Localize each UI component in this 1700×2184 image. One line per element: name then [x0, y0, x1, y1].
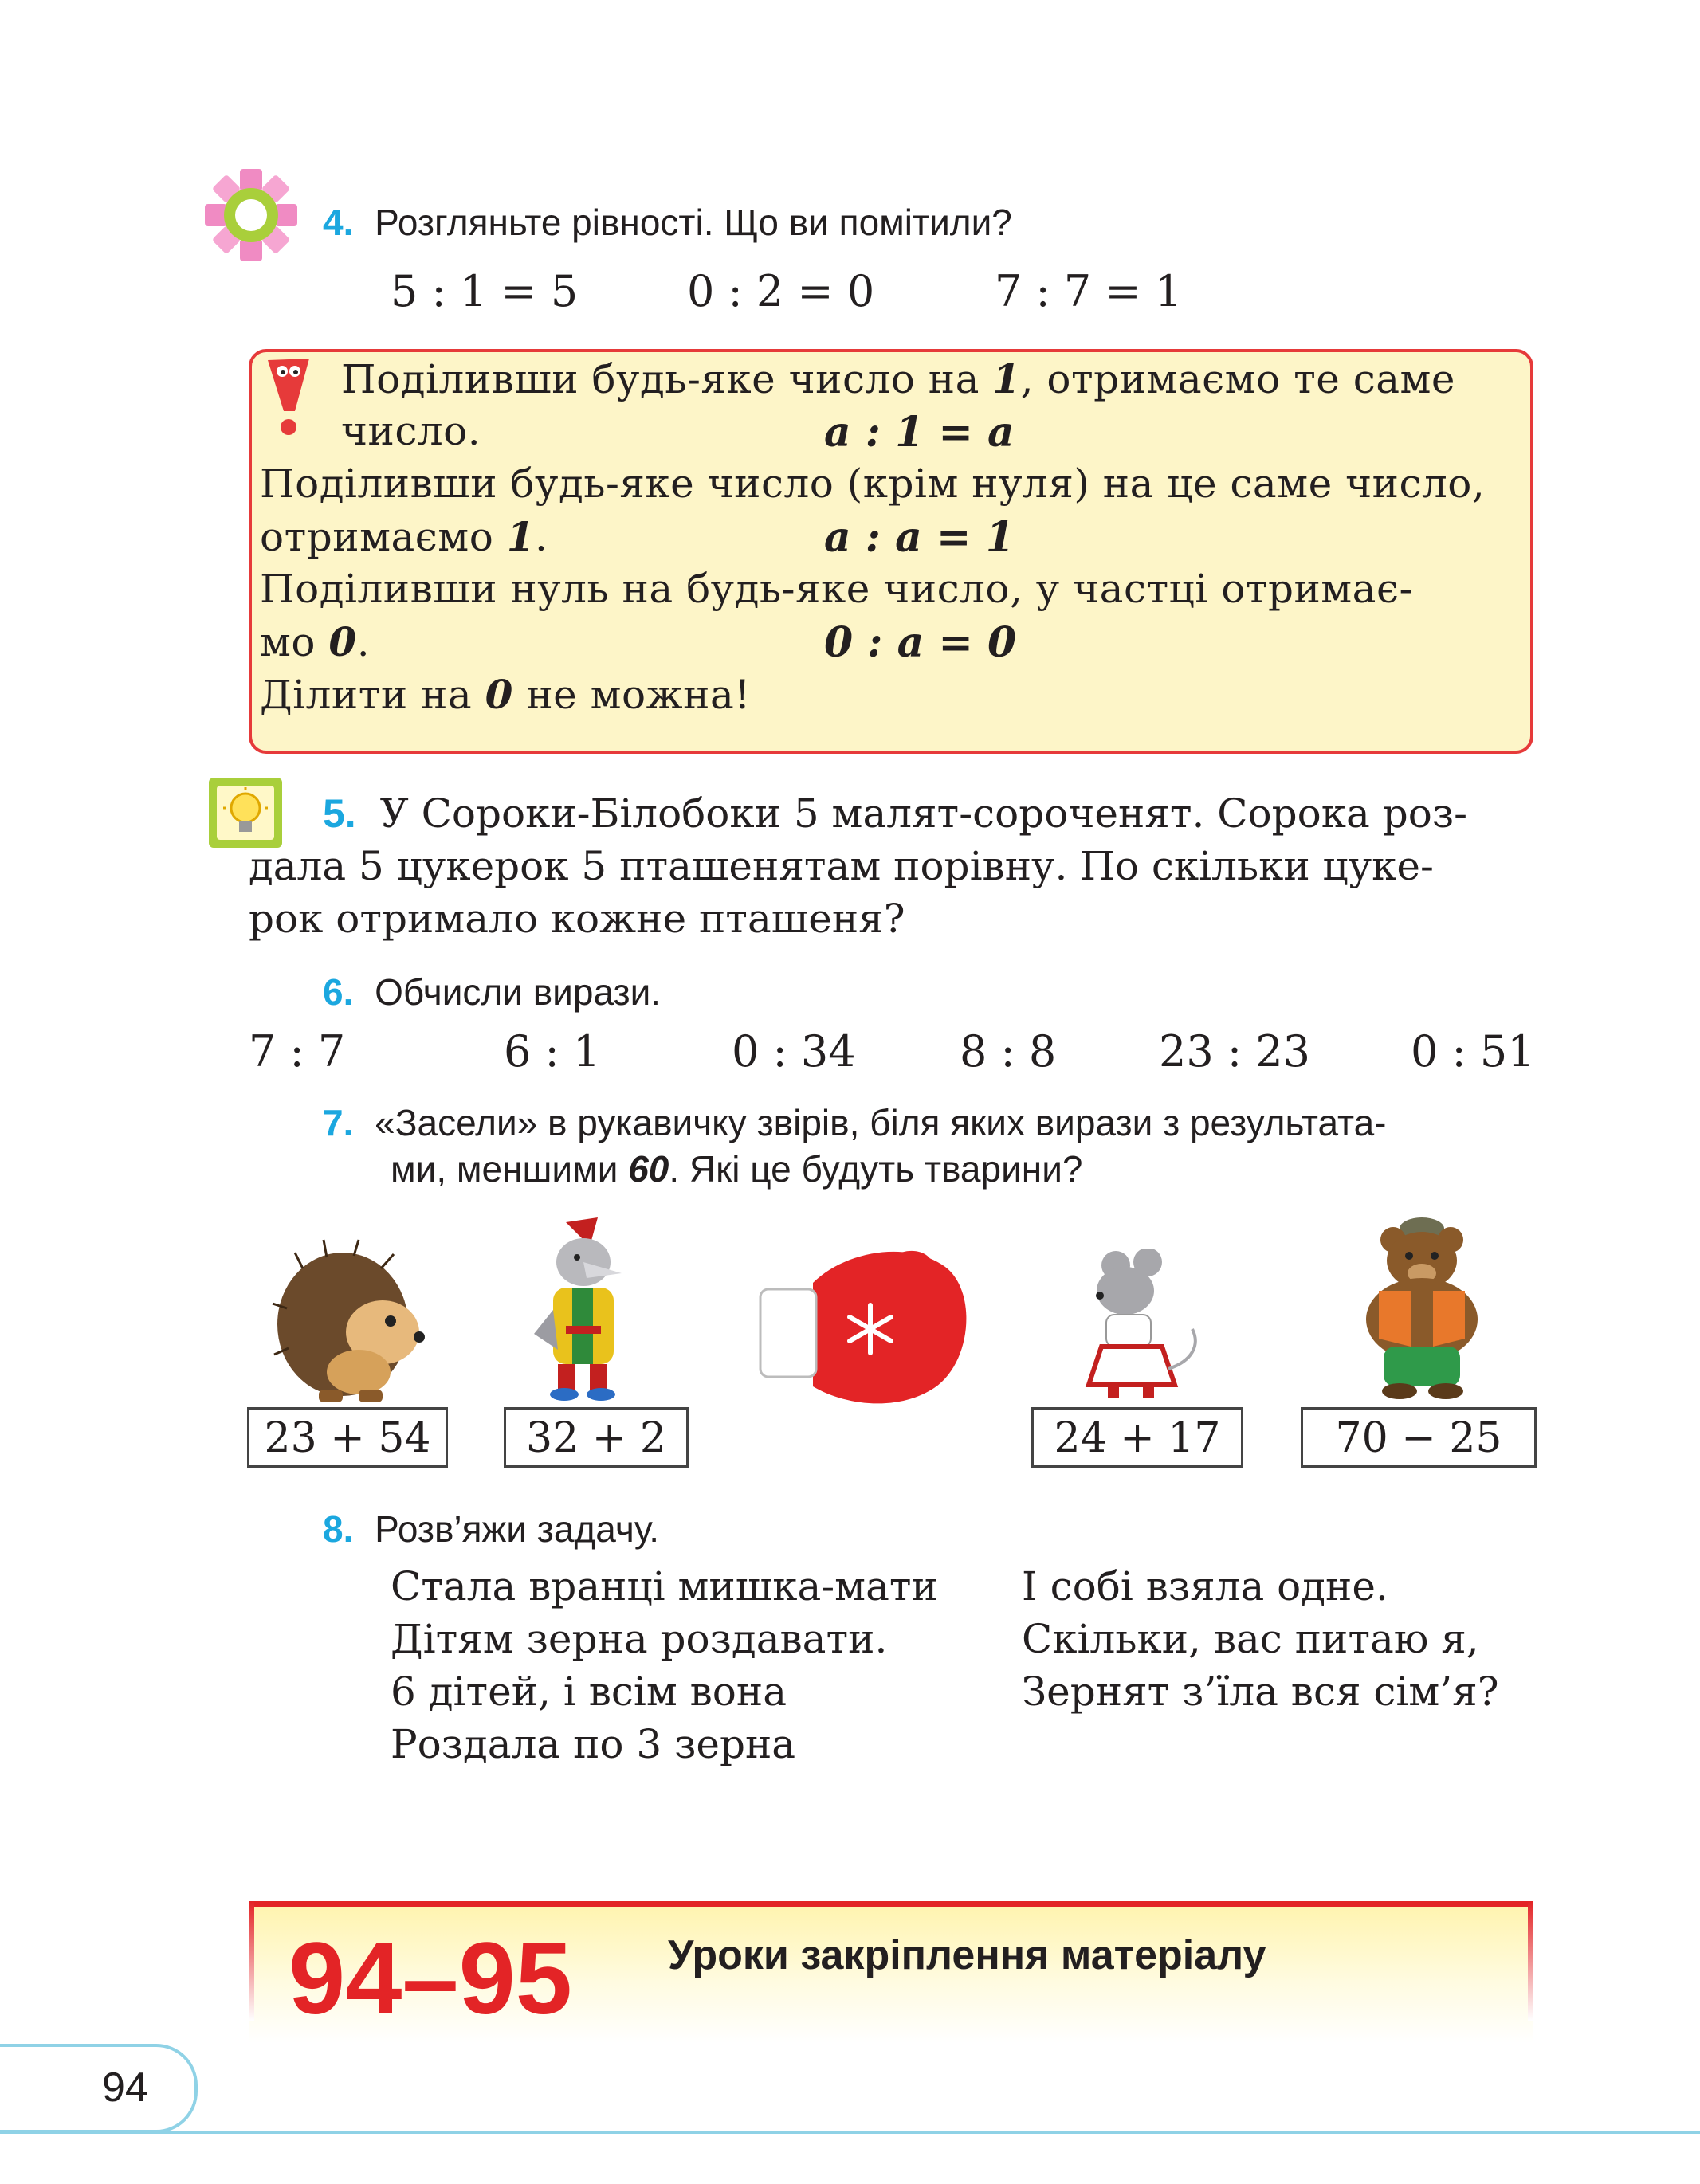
expr-box-hedgehog: 23 + 54: [247, 1407, 448, 1468]
expr-box-wolf: 32 + 2: [504, 1407, 689, 1468]
poem-left: [391, 1560, 938, 1770]
mitten-icon: [757, 1243, 977, 1410]
task8-heading: [323, 1508, 659, 1551]
task7-text: . Які це будуть тварини?: [669, 1148, 1083, 1190]
formula-3: 0 : a = 0: [824, 618, 1017, 667]
expr-box-bear: 70 − 25: [1301, 1407, 1537, 1468]
task6-text: Обчисли вирази.: [375, 971, 662, 1013]
poem-line: Роздала по 3 зерна: [391, 1721, 796, 1767]
formula-2: a : a = 1: [824, 513, 1015, 562]
poem-line: Дітям зерна роздавати.: [391, 1616, 888, 1662]
rule-text: мо: [260, 619, 329, 665]
formula-1: a : 1 = a: [824, 408, 1015, 457]
expression-2: 6 : 1: [504, 1026, 601, 1076]
expression-6: 0 : 51: [1411, 1026, 1535, 1076]
expression-4: 8 : 8: [960, 1026, 1057, 1076]
task5-text: У Сороки-Білобоки 5 малят-сороченят. Сорока роз-: [379, 790, 1467, 837]
poem-line: І собі взяла одне.: [1022, 1563, 1388, 1610]
expr-box-mouse: 24 + 17: [1031, 1407, 1243, 1468]
poem-line: Скільки, вас питаю я,: [1022, 1616, 1479, 1662]
rule-line-6: [260, 618, 370, 665]
bear-icon: [1347, 1211, 1497, 1402]
task4-number: 4.: [323, 202, 354, 243]
task4-heading: [323, 201, 1012, 244]
task7-number: 7.: [323, 1102, 354, 1143]
task6-number: 6.: [323, 971, 354, 1013]
task5-line-2: дала 5 цукерок 5 пташенятам порівну. По скільки цуке-: [249, 843, 1434, 889]
wolf-icon: [510, 1214, 654, 1406]
task7-bold: 60: [628, 1148, 669, 1190]
lesson-title: Уроки закріплення матеріалу: [668, 1932, 1266, 1978]
rule-line-7: [260, 671, 751, 718]
rule-line-4: [260, 513, 548, 560]
hedgehog-icon: [271, 1237, 430, 1406]
expression-1: 7 : 7: [249, 1026, 346, 1076]
task8-number: 8.: [323, 1508, 354, 1550]
expression-3: 0 : 34: [732, 1026, 856, 1076]
rule-text: Поділивши будь-яке число на: [341, 356, 993, 402]
task5-number: 5.: [323, 791, 356, 836]
exclamation-icon: [263, 355, 316, 438]
page-bottom-line: [0, 2131, 1700, 2134]
poem-line: 6 дітей, і всім вона: [391, 1668, 787, 1715]
lesson-number: 94–95: [289, 1922, 572, 2036]
rule-line-5: Поділивши нуль на будь-яке число, у частці отримає-: [260, 566, 1413, 612]
banner-left-edge: [249, 1901, 254, 2021]
rule-text: .: [356, 619, 371, 665]
rule-text: не можна!: [512, 672, 751, 718]
rule-bold: 0: [485, 671, 513, 718]
equality-1: 5 : 1 = 5: [391, 266, 579, 316]
rule-text: , отримаємо те саме: [1020, 356, 1456, 402]
banner-right-edge: [1528, 1901, 1533, 2021]
task7-line-2: [391, 1147, 1082, 1190]
poem-line: Стала вранці мишка-мати: [391, 1563, 938, 1610]
task7-text: ми, меншими: [391, 1148, 629, 1190]
task7-line-1: [323, 1101, 1386, 1144]
rule-line-2: число.: [341, 408, 481, 454]
page-number: 94: [102, 2064, 148, 2111]
lightbulb-icon: [206, 774, 285, 851]
rule-text: Ділити на: [260, 672, 485, 718]
task4-text: Розгляньте рівності. Що ви помітили?: [375, 202, 1012, 243]
task5-line-1: [323, 790, 1467, 837]
equality-2: 0 : 2 = 0: [687, 266, 875, 316]
flower-icon: [203, 167, 299, 263]
rule-bold: 1: [506, 513, 535, 560]
rule-line-3: Поділивши будь-яке число (крім нуля) на це саме число,: [260, 461, 1486, 507]
expression-5: 23 : 23: [1159, 1026, 1310, 1076]
equality-3: 7 : 7 = 1: [995, 266, 1183, 316]
task5-line-3: рок отримало кожне пташеня?: [249, 896, 905, 942]
task6-heading: [323, 970, 661, 1014]
rule-text: отримаємо: [260, 514, 507, 560]
rule-text: .: [534, 514, 548, 560]
task8-text: Розв’яжи задачу.: [375, 1508, 660, 1550]
page-number-tab: [0, 2044, 198, 2133]
poem-right: [1022, 1560, 1499, 1718]
rule-bold: 0: [328, 618, 357, 665]
rule-bold: 1: [992, 355, 1021, 402]
rule-line-1: [341, 355, 1455, 402]
mouse-icon: [1073, 1249, 1207, 1401]
poem-line: Зернят з’їла вся сім’я?: [1022, 1668, 1499, 1715]
task7-text: «Засели» в рукавичку звірів, біля яких вирази з результата-: [375, 1102, 1387, 1143]
